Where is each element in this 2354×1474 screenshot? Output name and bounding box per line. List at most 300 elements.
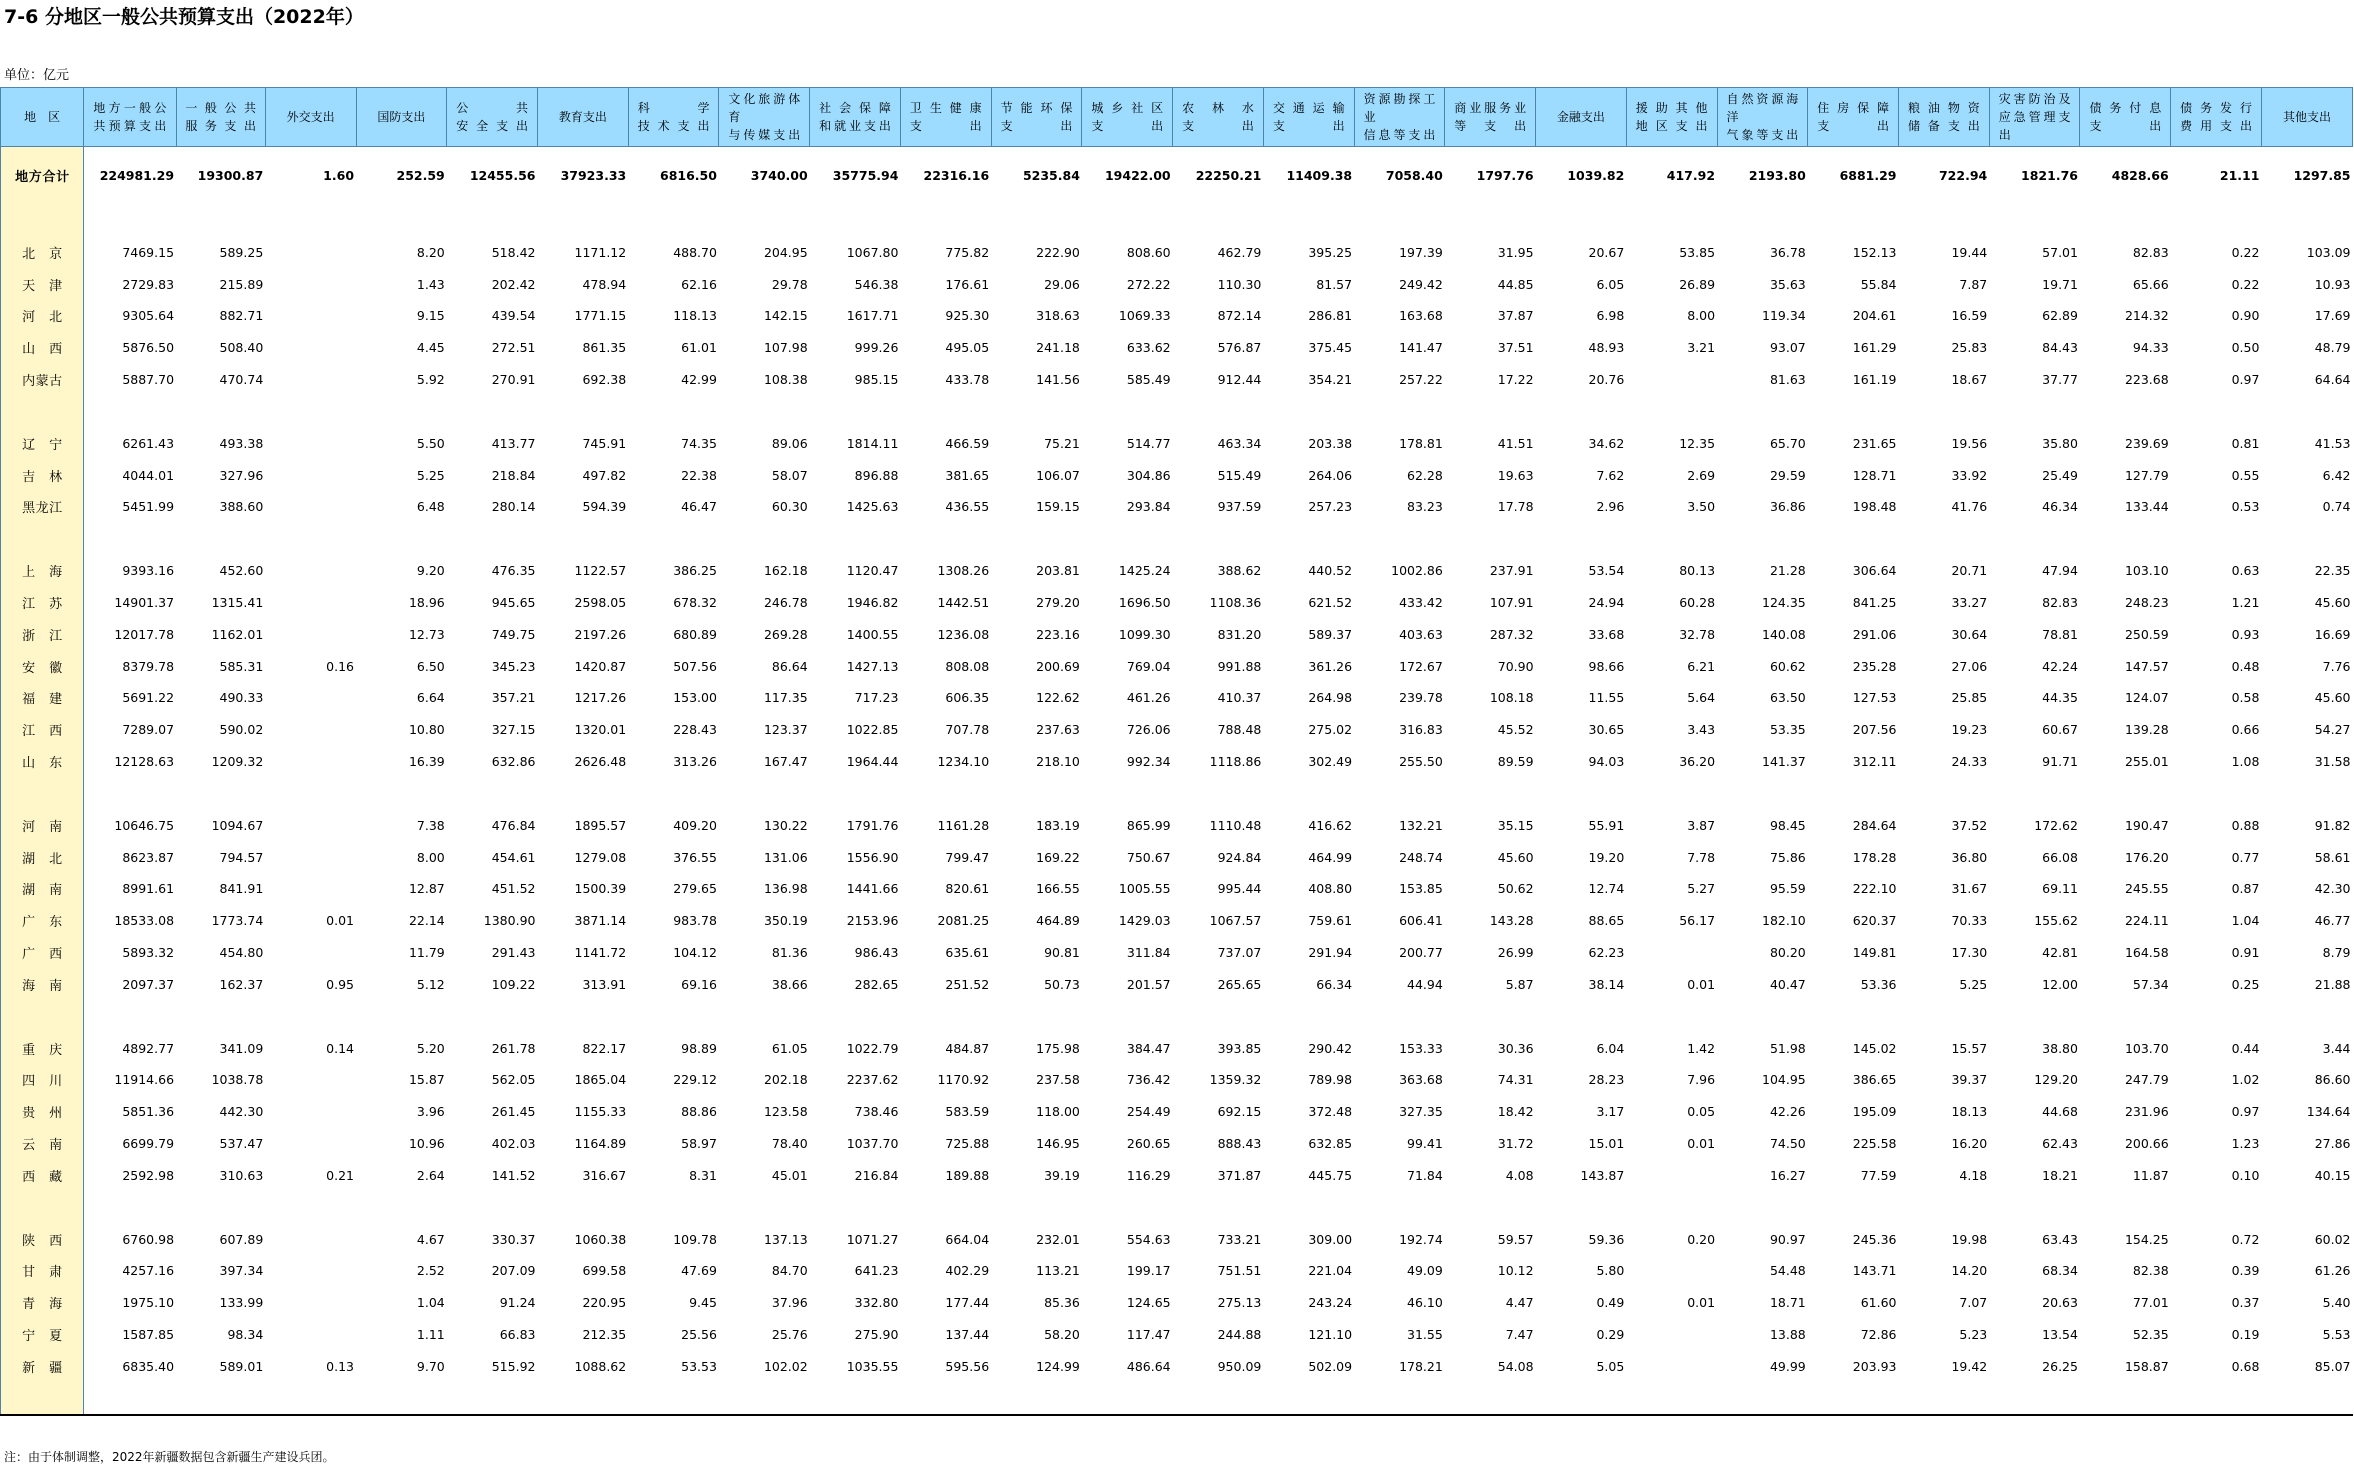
value-cell: 18.67 bbox=[1951, 372, 1988, 388]
value-cell bbox=[991, 1191, 1082, 1223]
table-row bbox=[1, 427, 2353, 459]
value-cell bbox=[2080, 1382, 2171, 1415]
value-cell: 607.89 bbox=[219, 1231, 264, 1247]
value-cell: 47.94 bbox=[2042, 563, 2078, 579]
value-cell: 49.09 bbox=[1407, 1263, 1443, 1279]
value-cell: 0.50 bbox=[2231, 340, 2260, 356]
value-cell: 45.52 bbox=[1497, 722, 1534, 738]
column-header bbox=[719, 88, 810, 147]
value-cell bbox=[810, 205, 901, 237]
value-cell: 5.23 bbox=[1959, 1327, 1988, 1342]
value-cell bbox=[265, 682, 356, 714]
value-cell: 44.68 bbox=[2042, 1104, 2078, 1120]
value-cell: 91.82 bbox=[2314, 817, 2351, 833]
value-cell: 306.64 bbox=[1852, 563, 1897, 579]
value-cell bbox=[265, 300, 356, 332]
column-header bbox=[1445, 88, 1536, 147]
value-cell: 445.75 bbox=[1308, 1167, 1353, 1183]
value-cell: 1.42 bbox=[1687, 1040, 1716, 1056]
value-cell bbox=[537, 1382, 628, 1415]
value-cell bbox=[2171, 523, 2262, 555]
value-cell: 133.99 bbox=[219, 1295, 264, 1311]
table-row bbox=[1, 555, 2353, 587]
value-cell bbox=[2171, 777, 2262, 809]
value-cell: 94.03 bbox=[1588, 754, 1625, 770]
value-cell: 1037.70 bbox=[846, 1136, 899, 1152]
value-cell: 1587.85 bbox=[122, 1327, 175, 1342]
value-cell: 808.60 bbox=[1126, 244, 1171, 260]
value-cell: 8.00 bbox=[1687, 308, 1716, 324]
region-cell bbox=[1, 777, 84, 809]
table-row bbox=[1, 1032, 2353, 1064]
value-cell: 31.67 bbox=[1951, 881, 1988, 897]
value-cell: 1069.33 bbox=[1118, 308, 1171, 324]
region-name: 山东 bbox=[22, 756, 63, 772]
value-cell: 130.22 bbox=[763, 817, 808, 833]
value-cell: 6881.29 bbox=[1839, 168, 1897, 184]
value-cell bbox=[265, 777, 356, 809]
value-cell: 42.99 bbox=[681, 372, 717, 388]
value-cell: 45.60 bbox=[2314, 595, 2351, 611]
value-cell bbox=[719, 777, 810, 809]
region-cell bbox=[1, 1159, 84, 1191]
value-cell: 1120.47 bbox=[846, 563, 899, 579]
value-cell bbox=[1445, 205, 1536, 237]
value-cell: 245.55 bbox=[2124, 881, 2169, 897]
value-cell: 736.42 bbox=[1126, 1072, 1171, 1088]
value-cell: 341.09 bbox=[219, 1040, 264, 1056]
value-cell: 218.84 bbox=[491, 467, 536, 483]
value-cell: 11409.38 bbox=[1286, 168, 1353, 184]
value-cell: 203.81 bbox=[1036, 563, 1080, 579]
value-cell: 143.87 bbox=[1580, 1167, 1625, 1183]
value-cell: 54.27 bbox=[2314, 722, 2351, 738]
value-cell bbox=[2171, 395, 2262, 427]
value-cell: 0.55 bbox=[2231, 467, 2260, 483]
value-cell: 22.35 bbox=[2314, 563, 2351, 579]
region-name: 湖北 bbox=[22, 851, 63, 867]
value-cell: 33.68 bbox=[1588, 626, 1625, 642]
value-cell: 452.60 bbox=[219, 563, 264, 579]
value-cell bbox=[356, 205, 447, 237]
value-cell: 0.68 bbox=[2231, 1358, 2260, 1374]
value-cell: 143.28 bbox=[1489, 913, 1534, 929]
table-row bbox=[1, 968, 2353, 1000]
value-cell: 98.66 bbox=[1588, 658, 1625, 674]
value-cell: 1696.50 bbox=[1118, 595, 1171, 611]
value-cell: 158.87 bbox=[2124, 1358, 2169, 1374]
value-cell: 302.49 bbox=[1308, 754, 1353, 770]
value-cell bbox=[628, 777, 719, 809]
value-cell bbox=[265, 841, 356, 873]
value-cell: 1320.01 bbox=[574, 722, 627, 738]
value-cell bbox=[1808, 1191, 1899, 1223]
value-cell bbox=[265, 1287, 356, 1319]
value-cell: 0.22 bbox=[2231, 244, 2260, 260]
value-cell: 44.85 bbox=[1497, 276, 1534, 292]
region-cell bbox=[1, 937, 84, 969]
value-cell: 103.09 bbox=[2306, 244, 2351, 260]
value-cell: 90.81 bbox=[1044, 945, 1080, 961]
table-row bbox=[1, 873, 2353, 905]
value-cell: 950.09 bbox=[1217, 1358, 1262, 1374]
value-cell bbox=[2080, 777, 2171, 809]
value-cell: 395.25 bbox=[1308, 244, 1353, 260]
value-cell: 260.65 bbox=[1126, 1136, 1171, 1152]
value-cell bbox=[810, 395, 901, 427]
value-cell: 717.23 bbox=[854, 690, 899, 706]
value-cell: 354.21 bbox=[1308, 372, 1353, 388]
value-cell: 141.47 bbox=[1399, 340, 1443, 356]
value-cell: 12128.63 bbox=[114, 754, 175, 770]
column-header bbox=[1808, 88, 1899, 147]
value-cell bbox=[1626, 777, 1717, 809]
value-cell: 313.26 bbox=[673, 754, 717, 770]
value-cell: 24.33 bbox=[1951, 754, 1988, 770]
value-cell: 22250.21 bbox=[1195, 168, 1262, 184]
value-cell: 7.78 bbox=[1687, 849, 1716, 865]
value-cell: 257.22 bbox=[1399, 372, 1443, 388]
column-header bbox=[991, 88, 1082, 147]
column-header-line: 农林水 bbox=[1182, 101, 1254, 115]
value-cell: 13.54 bbox=[2042, 1327, 2078, 1342]
value-cell: 134.64 bbox=[2306, 1104, 2351, 1120]
value-cell bbox=[2261, 1191, 2352, 1223]
value-cell: 55.91 bbox=[1588, 817, 1625, 833]
value-cell: 249.42 bbox=[1399, 276, 1443, 292]
value-cell: 10646.75 bbox=[114, 817, 175, 833]
value-cell: 1617.71 bbox=[846, 308, 899, 324]
value-cell: 190.47 bbox=[2124, 817, 2169, 833]
value-cell bbox=[1263, 777, 1354, 809]
value-cell: 42.26 bbox=[1769, 1104, 1806, 1120]
value-cell: 4.18 bbox=[1959, 1167, 1988, 1183]
value-cell: 1038.78 bbox=[211, 1072, 264, 1088]
value-cell bbox=[1263, 1000, 1354, 1032]
value-cell: 69.11 bbox=[2042, 881, 2078, 897]
value-cell bbox=[1536, 205, 1627, 237]
value-cell: 1164.89 bbox=[574, 1136, 627, 1152]
value-cell: 45.01 bbox=[771, 1167, 808, 1183]
column-header-line: 一般公共 bbox=[185, 101, 256, 115]
value-cell bbox=[1082, 523, 1173, 555]
value-cell: 251.52 bbox=[945, 976, 990, 992]
value-cell: 3.44 bbox=[2322, 1040, 2351, 1056]
value-cell: 6.05 bbox=[1596, 276, 1625, 292]
value-cell bbox=[810, 777, 901, 809]
value-cell bbox=[2171, 1000, 2262, 1032]
region-cell bbox=[1, 873, 84, 905]
total-row bbox=[1, 147, 2353, 205]
value-cell bbox=[84, 1382, 176, 1415]
value-cell: 222.90 bbox=[1036, 244, 1080, 260]
value-cell bbox=[900, 205, 991, 237]
value-cell: 239.69 bbox=[2124, 435, 2169, 451]
value-cell bbox=[1899, 205, 1990, 237]
value-cell: 53.53 bbox=[681, 1358, 717, 1374]
region-cell bbox=[1, 491, 84, 523]
value-cell: 0.01 bbox=[326, 913, 355, 929]
value-cell: 189.88 bbox=[945, 1167, 990, 1183]
value-cell bbox=[628, 1382, 719, 1415]
value-cell bbox=[1626, 395, 1717, 427]
value-cell bbox=[1536, 777, 1627, 809]
value-cell bbox=[2080, 1000, 2171, 1032]
value-cell: 2.96 bbox=[1596, 499, 1625, 515]
value-cell bbox=[537, 777, 628, 809]
value-cell: 19.56 bbox=[1951, 435, 1988, 451]
table-row bbox=[1, 364, 2353, 396]
value-cell: 402.29 bbox=[945, 1263, 990, 1279]
value-cell: 177.44 bbox=[945, 1295, 990, 1311]
column-header-line: 应急管理支出 bbox=[1998, 110, 2071, 142]
value-cell bbox=[1354, 1382, 1445, 1415]
value-cell bbox=[1989, 1191, 2080, 1223]
value-cell bbox=[265, 1128, 356, 1160]
value-cell: 1162.01 bbox=[211, 626, 264, 642]
value-cell bbox=[265, 1382, 356, 1415]
value-cell bbox=[265, 364, 356, 396]
value-cell: 7469.15 bbox=[122, 244, 175, 260]
value-cell: 81.63 bbox=[1769, 372, 1806, 388]
value-cell: 237.58 bbox=[1036, 1072, 1080, 1088]
value-cell: 104.12 bbox=[673, 945, 717, 961]
value-cell bbox=[2080, 395, 2171, 427]
value-cell: 18.42 bbox=[1497, 1104, 1534, 1120]
value-cell: 183.19 bbox=[1036, 817, 1080, 833]
value-cell: 204.95 bbox=[763, 244, 808, 260]
table-row bbox=[1, 1350, 2353, 1382]
value-cell: 99.41 bbox=[1407, 1136, 1443, 1152]
value-cell: 82.38 bbox=[2132, 1263, 2169, 1279]
value-cell: 2.64 bbox=[416, 1167, 445, 1183]
value-cell: 12.35 bbox=[1679, 435, 1716, 451]
value-cell: 38.66 bbox=[771, 976, 808, 992]
value-cell: 61.01 bbox=[681, 340, 717, 356]
value-cell: 1895.57 bbox=[574, 817, 627, 833]
value-cell: 635.61 bbox=[945, 945, 990, 961]
value-cell: 195.09 bbox=[1852, 1104, 1897, 1120]
value-cell: 27.86 bbox=[2314, 1136, 2351, 1152]
value-cell bbox=[991, 1382, 1082, 1415]
value-cell: 270.91 bbox=[491, 372, 536, 388]
value-cell: 737.07 bbox=[1217, 945, 1262, 961]
value-cell: 1217.26 bbox=[574, 690, 627, 706]
value-cell: 13.88 bbox=[1769, 1327, 1806, 1342]
value-cell: 129.20 bbox=[2034, 1072, 2078, 1088]
value-cell: 141.56 bbox=[1036, 372, 1080, 388]
value-cell: 29.78 bbox=[771, 276, 808, 292]
value-cell: 142.15 bbox=[763, 308, 808, 324]
value-cell bbox=[265, 746, 356, 778]
value-cell: 5.64 bbox=[1687, 690, 1716, 706]
value-cell bbox=[1989, 205, 2080, 237]
value-cell bbox=[1626, 1255, 1717, 1287]
value-cell bbox=[810, 1000, 901, 1032]
value-cell: 98.34 bbox=[227, 1327, 264, 1342]
value-cell: 59.36 bbox=[1588, 1231, 1625, 1247]
value-cell: 1308.26 bbox=[937, 563, 990, 579]
value-cell: 8623.87 bbox=[122, 849, 175, 865]
value-cell bbox=[719, 395, 810, 427]
value-cell: 149.81 bbox=[1852, 945, 1897, 961]
value-cell: 81.36 bbox=[771, 945, 808, 961]
value-cell: 678.32 bbox=[673, 595, 717, 611]
value-cell bbox=[1263, 1382, 1354, 1415]
value-cell bbox=[265, 1255, 356, 1287]
value-cell bbox=[1808, 1000, 1899, 1032]
value-cell: 272.51 bbox=[491, 340, 536, 356]
value-cell: 7.07 bbox=[1959, 1295, 1988, 1311]
value-cell: 1060.38 bbox=[574, 1231, 627, 1247]
value-cell: 291.06 bbox=[1852, 626, 1897, 642]
value-cell bbox=[356, 1191, 447, 1223]
value-cell: 30.65 bbox=[1588, 722, 1625, 738]
region-cell bbox=[1, 268, 84, 300]
value-cell: 32.78 bbox=[1679, 626, 1716, 642]
region-name: 湖南 bbox=[22, 883, 63, 899]
value-cell: 1067.57 bbox=[1209, 913, 1262, 929]
column-header-line: 资源勘探工业 bbox=[1363, 92, 1436, 124]
value-cell: 0.66 bbox=[2231, 722, 2260, 738]
value-cell: 77.59 bbox=[1860, 1167, 1897, 1183]
value-cell: 311.84 bbox=[1126, 945, 1171, 961]
value-cell bbox=[1173, 777, 1264, 809]
column-header-line: 自然资源海洋 bbox=[1726, 92, 1799, 124]
region-name: 辽宁 bbox=[22, 437, 63, 453]
column-header-line: 支 出 bbox=[1000, 119, 1073, 133]
value-cell: 7058.40 bbox=[1385, 168, 1443, 184]
value-cell: 1022.79 bbox=[846, 1040, 899, 1056]
value-cell bbox=[265, 332, 356, 364]
value-cell: 63.50 bbox=[1769, 690, 1806, 706]
value-cell: 167.47 bbox=[763, 754, 808, 770]
value-cell: 1209.32 bbox=[211, 754, 264, 770]
value-cell: 2.69 bbox=[1687, 467, 1716, 483]
value-cell: 632.85 bbox=[1308, 1136, 1353, 1152]
value-cell: 229.12 bbox=[673, 1072, 717, 1088]
value-cell: 163.68 bbox=[1399, 308, 1443, 324]
spacer-row bbox=[1, 205, 2353, 237]
value-cell: 606.35 bbox=[945, 690, 990, 706]
value-cell bbox=[265, 809, 356, 841]
value-cell: 15.87 bbox=[408, 1072, 445, 1088]
column-header-line: 粮油物资 bbox=[1907, 101, 1980, 115]
value-cell: 231.96 bbox=[2124, 1104, 2169, 1120]
table-row bbox=[1, 1223, 2353, 1255]
value-cell bbox=[537, 1000, 628, 1032]
column-header-line: 地方一般公 bbox=[93, 101, 167, 115]
column-header bbox=[1717, 88, 1808, 147]
value-cell: 255.01 bbox=[2124, 754, 2169, 770]
value-cell: 6816.50 bbox=[660, 168, 717, 184]
value-cell: 51.98 bbox=[1769, 1040, 1806, 1056]
value-cell bbox=[1445, 1191, 1536, 1223]
value-cell: 1814.11 bbox=[846, 435, 899, 451]
value-cell bbox=[356, 523, 447, 555]
value-cell bbox=[1354, 523, 1445, 555]
value-cell: 0.63 bbox=[2231, 563, 2260, 579]
value-cell bbox=[1626, 1350, 1717, 1382]
value-cell: 207.56 bbox=[1852, 722, 1897, 738]
value-cell: 8.00 bbox=[416, 849, 445, 865]
value-cell: 19.71 bbox=[2042, 276, 2078, 292]
value-cell: 0.20 bbox=[1687, 1231, 1716, 1247]
value-cell: 882.71 bbox=[219, 308, 264, 324]
value-cell: 198.48 bbox=[1852, 499, 1897, 515]
value-cell: 200.69 bbox=[1036, 658, 1080, 674]
value-cell bbox=[265, 1191, 356, 1223]
value-cell: 1.11 bbox=[416, 1327, 445, 1342]
value-cell: 495.05 bbox=[945, 340, 990, 356]
value-cell: 108.38 bbox=[763, 372, 808, 388]
value-cell: 39.19 bbox=[1044, 1167, 1080, 1183]
value-cell bbox=[1626, 364, 1717, 396]
value-cell: 166.55 bbox=[1036, 881, 1080, 897]
value-cell bbox=[1082, 1191, 1173, 1223]
column-header-line: 科 学 bbox=[637, 101, 710, 115]
value-cell: 692.15 bbox=[1217, 1104, 1262, 1120]
region-cell bbox=[1, 523, 84, 555]
value-cell: 1.60 bbox=[323, 168, 355, 184]
value-cell: 57.34 bbox=[2132, 976, 2169, 992]
value-cell: 20.63 bbox=[2042, 1295, 2078, 1311]
value-cell: 641.23 bbox=[854, 1263, 899, 1279]
value-cell: 22316.16 bbox=[923, 168, 990, 184]
value-cell: 10.12 bbox=[1497, 1263, 1534, 1279]
value-cell: 0.29 bbox=[1596, 1327, 1625, 1342]
value-cell: 14.20 bbox=[1951, 1263, 1988, 1279]
value-cell: 1155.33 bbox=[574, 1104, 627, 1120]
value-cell: 58.61 bbox=[2314, 849, 2351, 865]
column-header-line: 地 区 bbox=[24, 110, 61, 124]
value-cell: 992.34 bbox=[1126, 754, 1171, 770]
column-header bbox=[1626, 88, 1717, 147]
column-header-line: 其他支出 bbox=[2282, 110, 2331, 124]
value-cell: 223.16 bbox=[1036, 626, 1080, 642]
value-cell: 5.12 bbox=[416, 976, 445, 992]
value-cell: 484.87 bbox=[945, 1040, 990, 1056]
value-cell: 14901.37 bbox=[114, 595, 175, 611]
value-cell: 81.57 bbox=[1316, 276, 1353, 292]
value-cell: 794.57 bbox=[219, 849, 264, 865]
value-cell: 275.13 bbox=[1217, 1295, 1262, 1311]
column-header bbox=[537, 88, 628, 147]
region-cell bbox=[1, 205, 84, 237]
value-cell bbox=[900, 395, 991, 427]
value-cell: 451.52 bbox=[491, 881, 536, 897]
value-cell: 0.05 bbox=[1687, 1104, 1716, 1120]
value-cell: 57.01 bbox=[2042, 244, 2078, 260]
value-cell: 62.43 bbox=[2042, 1136, 2078, 1152]
value-cell bbox=[1536, 1000, 1627, 1032]
value-cell: 2193.80 bbox=[1748, 168, 1806, 184]
value-cell bbox=[1626, 1000, 1717, 1032]
value-cell bbox=[265, 1319, 356, 1351]
value-cell: 463.34 bbox=[1217, 435, 1262, 451]
value-cell: 272.22 bbox=[1126, 276, 1171, 292]
value-cell: 1791.76 bbox=[846, 817, 899, 833]
value-cell: 1110.48 bbox=[1209, 817, 1262, 833]
value-cell: 722.94 bbox=[1938, 168, 1988, 184]
value-cell bbox=[810, 1382, 901, 1415]
value-cell: 25.83 bbox=[1951, 340, 1988, 356]
value-cell: 363.68 bbox=[1399, 1072, 1443, 1088]
table-row bbox=[1, 1255, 2353, 1287]
value-cell bbox=[537, 523, 628, 555]
value-cell: 46.10 bbox=[1407, 1295, 1443, 1311]
value-cell: 7.96 bbox=[1687, 1072, 1716, 1088]
